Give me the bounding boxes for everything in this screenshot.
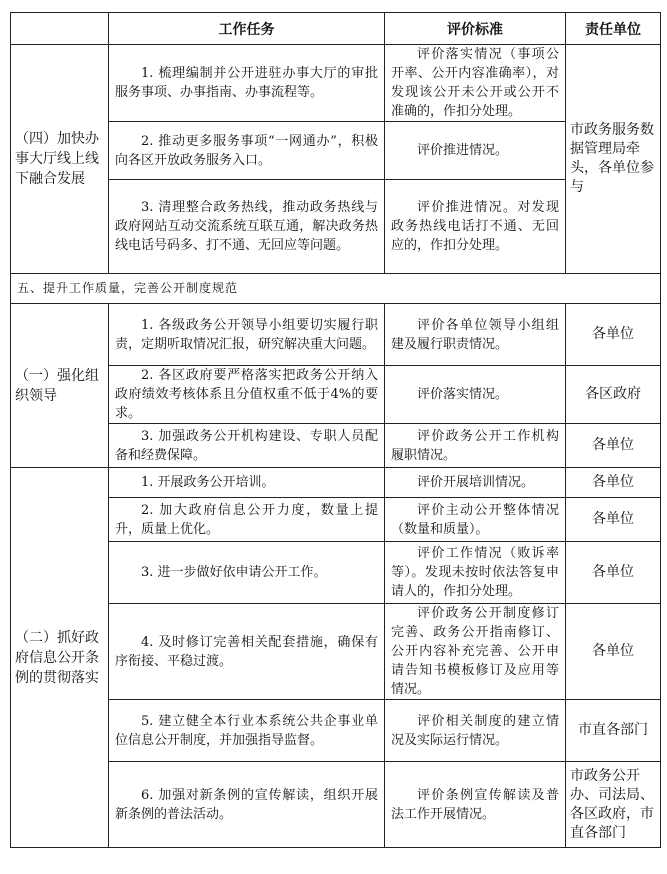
header-category — [11, 13, 109, 45]
task-cell: 4. 及时修订完善相关配套措施，确保有序衔接、平稳过渡。 — [109, 604, 385, 700]
work-task-table — [10, 12, 661, 848]
header-task: 工作任务 — [109, 13, 385, 45]
criteria-cell: 评价条例宣传解读及普法工作开展情况。 — [385, 762, 566, 848]
unit-cell: 各区政府 — [566, 366, 661, 424]
task-cell: 1. 各级政务公开领导小组要切实履行职责，定期听取情况汇报，研究解决重大问题。 — [109, 304, 385, 366]
criteria-cell: 评价相关制度的建立情况及实际运行情况。 — [385, 700, 566, 762]
task-cell: 5. 建立健全本行业本系统公共企事业单位信息公开制度，并加强指导监督。 — [109, 700, 385, 762]
section-title: 五、提升工作质量，完善公开制度规范 — [11, 274, 661, 304]
task-cell: 1. 梳理编制并公开进驻办事大厅的审批服务事项、办事指南、办事流程等。 — [109, 45, 385, 122]
table-row — [11, 468, 661, 498]
task-cell: 3. 加强政务公开机构建设、专职人员配备和经费保障。 — [109, 424, 385, 468]
task-cell: 3. 清理整合政务热线，推动政务热线与政府网站互动交流系统互联互通，解决政务热线电话号码多、打不通、无回应等问题。 — [109, 180, 385, 274]
criteria-cell: 评价政务公开工作机构履职情况。 — [385, 424, 566, 468]
table-row — [11, 366, 661, 424]
table-row — [11, 45, 661, 122]
task-cell: 2. 推动更多服务事项“一网通办”，积极向各区开放政务服务入口。 — [109, 122, 385, 180]
unit-cell: 市政务公开办、司法局、各区政府，市直各部门 — [566, 762, 661, 848]
criteria-cell: 评价各单位领导小组组建及履行职责情况。 — [385, 304, 566, 366]
unit-cell: 各单位 — [566, 604, 661, 700]
unit-cell: 市直各部门 — [566, 700, 661, 762]
table-row — [11, 542, 661, 604]
unit-cell: 各单位 — [566, 468, 661, 498]
task-cell: 3. 进一步做好依申请公开工作。 — [109, 542, 385, 604]
unit-cell: 各单位 — [566, 542, 661, 604]
header-criteria: 评价标准 — [385, 13, 566, 45]
criteria-cell: 评价落实情况（事项公开率、公开内容准确率），对发现该公开未公开或公开不准确的，作扣分处理。 — [385, 45, 566, 122]
table-row — [11, 304, 661, 366]
table-row — [11, 762, 661, 848]
criteria-cell: 评价开展培训情况。 — [385, 468, 566, 498]
section-row — [11, 274, 661, 304]
criteria-cell: 评价推进情况。对发现政务热线电话打不通、无回应的，作扣分处理。 — [385, 180, 566, 274]
table-row — [11, 498, 661, 542]
table-header-row — [11, 13, 661, 45]
task-cell: 2. 加大政府信息公开力度，数量上提升，质量上优化。 — [109, 498, 385, 542]
category-cell: （一）强化组织领导 — [11, 304, 109, 468]
table-row — [11, 700, 661, 762]
header-unit: 责任单位 — [566, 13, 661, 45]
table-row — [11, 180, 661, 274]
unit-cell: 各单位 — [566, 424, 661, 468]
table-row — [11, 424, 661, 468]
criteria-cell: 评价政务公开制度修订完善、政务公开指南修订、公开内容补充完善、公开申请告知书模板修订及应用等情况。 — [385, 604, 566, 700]
task-cell: 6. 加强对新条例的宣传解读，组织开展新条例的普法活动。 — [109, 762, 385, 848]
criteria-cell: 评价落实情况。 — [385, 366, 566, 424]
unit-cell: 各单位 — [566, 498, 661, 542]
table-row — [11, 122, 661, 180]
task-cell: 2. 各区政府要严格落实把政务公开纳入政府绩效考核体系且分值权重不低于4%的要求。 — [109, 366, 385, 424]
unit-cell: 市政务服务数据管理局牵头，各单位参与 — [566, 45, 661, 274]
criteria-cell: 评价推进情况。 — [385, 122, 566, 180]
category-cell: （二）抓好政府信息公开条例的贯彻落实 — [11, 468, 109, 848]
criteria-cell: 评价工作情况（败诉率等）。发现未按时依法答复申请人的，作扣分处理。 — [385, 542, 566, 604]
criteria-cell: 评价主动公开整体情况（数量和质量）。 — [385, 498, 566, 542]
task-cell: 1. 开展政务公开培训。 — [109, 468, 385, 498]
unit-cell: 各单位 — [566, 304, 661, 366]
table-row — [11, 604, 661, 700]
category-cell: （四）加快办事大厅线上线下融合发展 — [11, 45, 109, 274]
